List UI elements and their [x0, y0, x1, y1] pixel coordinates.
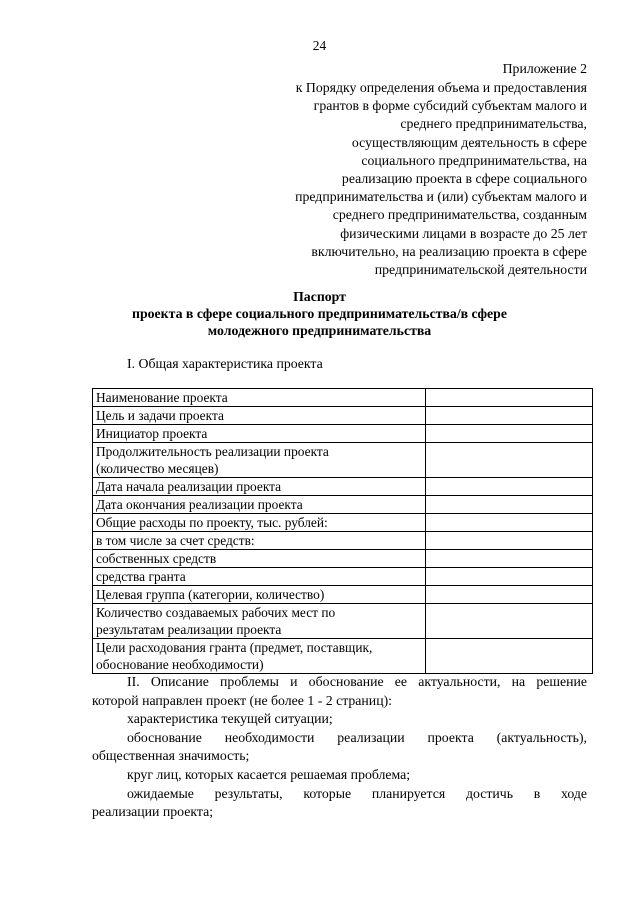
row-label — [93, 425, 426, 443]
row-label-line: Целевая группа (категории, количество) — [96, 587, 325, 602]
section-2-paragraph — [92, 710, 587, 729]
table-row — [93, 586, 593, 604]
row-value — [426, 568, 593, 586]
row-label-line: Продолжительность реализации проекта — [96, 444, 329, 459]
row-label-line: Наименование проекта — [96, 390, 228, 405]
row-label-line: обоснование необходимости) — [96, 657, 264, 672]
appendix-line: социального предпринимательства, на — [361, 152, 587, 168]
row-value — [426, 514, 593, 532]
row-label — [93, 604, 426, 639]
row-value — [426, 604, 593, 639]
paragraph-line: характеристика текущей ситуации; — [127, 711, 333, 727]
row-label-line: Дата окончания реализации проекта — [96, 497, 303, 512]
appendix-line: включительно, на реализацию проекта в сфере — [311, 243, 587, 259]
section-2-paragraph — [92, 785, 587, 822]
row-label — [93, 478, 426, 496]
paragraph-line: обоснование необходимости реализации проекта (актуальность), — [127, 729, 587, 745]
row-label — [93, 550, 426, 568]
row-label-line: Инициатор проекта — [96, 426, 208, 441]
table-row — [93, 604, 593, 639]
row-label — [93, 496, 426, 514]
row-label — [93, 389, 426, 407]
row-label-line: Цель и задачи проекта — [96, 408, 224, 423]
row-label-line: (количество месяцев) — [96, 461, 219, 476]
row-value — [426, 496, 593, 514]
row-value — [426, 586, 593, 604]
appendix-line: предпринимательской деятельности — [374, 262, 587, 278]
row-value — [426, 443, 593, 478]
row-label — [93, 514, 426, 532]
row-label-line: Дата начала реализации проекта — [96, 479, 282, 494]
table-row — [93, 514, 593, 532]
paragraph-line: круг лиц, которых касается решаемая проблема; — [127, 766, 411, 782]
row-label-line: Цели расходования гранта (предмет, поставщик, — [96, 640, 373, 655]
appendix-line: предпринимательства и (или) субъектам малого и — [295, 189, 587, 205]
page-number: 24 — [312, 38, 327, 53]
appendix-line: реализацию проекта в сфере социального — [341, 171, 587, 187]
row-label-line: собственных средств — [96, 551, 217, 566]
appendix-line: среднего предпринимательства, — [400, 116, 587, 132]
row-value — [426, 639, 593, 674]
passport-subtitle-line: молодежного предпринимательства — [207, 323, 432, 338]
paragraph-line: II. Описание проблемы и обоснование ее актуальности, на решение — [127, 674, 587, 689]
section-2-paragraph — [92, 673, 587, 710]
row-label-line: в том числе за счет средств: — [96, 533, 255, 548]
section-2-text — [92, 673, 587, 822]
row-value — [426, 478, 593, 496]
passport-heading — [0, 288, 639, 339]
row-label — [93, 586, 426, 604]
row-label-line: Количество создаваемых рабочих мест по — [96, 605, 336, 620]
row-value — [426, 532, 593, 550]
row-value — [426, 389, 593, 407]
table-row — [93, 425, 593, 443]
appendix-line: среднего предпринимательства, созданным — [332, 207, 587, 223]
table-row — [93, 478, 593, 496]
appendix-title: Приложение 2 — [502, 61, 587, 76]
row-label-line: результатам реализации проекта — [96, 622, 282, 637]
row-label-line: средства гранта — [96, 569, 186, 584]
table-row — [93, 639, 593, 674]
appendix-line: к Порядку определения объема и предоставления — [295, 80, 587, 95]
row-label — [93, 532, 426, 550]
table-row — [93, 389, 593, 407]
passport-subtitle-line: проекта в сфере социального предпринимательства/в сфере — [132, 306, 507, 321]
row-label — [93, 443, 426, 478]
table-row — [93, 443, 593, 478]
project-characteristics-table — [92, 388, 593, 674]
row-label — [93, 639, 426, 674]
table-row — [93, 568, 593, 586]
appendix-line: физическими лицами в возрасте до 25 лет — [340, 225, 587, 241]
row-value — [426, 407, 593, 425]
passport-title: Паспорт — [293, 289, 346, 304]
section-2-paragraph — [92, 766, 587, 785]
section-1-title: I. Общая характеристика проекта — [127, 356, 323, 371]
table-row — [93, 550, 593, 568]
table-row — [93, 407, 593, 425]
appendix-line: осуществляющим деятельность в сфере — [351, 134, 587, 150]
appendix-text — [227, 79, 587, 279]
row-value — [426, 425, 593, 443]
paragraph-line: общественная значимость; — [92, 748, 250, 764]
row-label — [93, 568, 426, 586]
section-2-paragraph — [92, 729, 587, 766]
row-label-line: Общие расходы по проекту, тыс. рублей: — [96, 515, 328, 530]
table-row — [93, 532, 593, 550]
table-row — [93, 496, 593, 514]
row-label — [93, 407, 426, 425]
paragraph-line: которой направлен проект (не более 1 - 2 страниц): — [92, 692, 393, 708]
paragraph-line: реализации проекта; — [92, 804, 214, 820]
row-value — [426, 550, 593, 568]
appendix-line: грантов в форме субсидий субъектам малого и — [313, 98, 587, 114]
paragraph-line: ожидаемые результаты, которые планируется достичь в ходе — [127, 785, 587, 801]
